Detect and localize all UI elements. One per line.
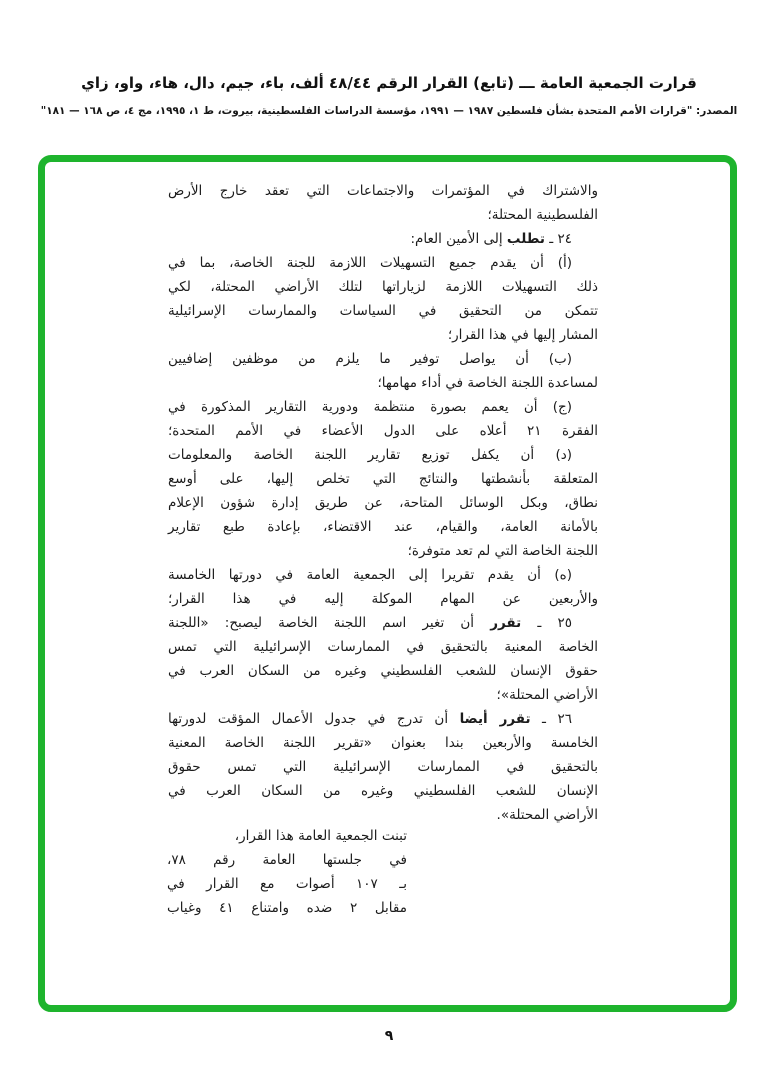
- body-line: [168, 227, 598, 251]
- body-line-text: أن تغير اسم اللجنة الخاصة ليصبح: «اللجنة: [168, 615, 491, 631]
- body-line-text: نطاق، وبكل الوسائل المتاحة، عن طريق إدارة شؤون الإعلام: [168, 495, 598, 511]
- body-line-text: (أ) أن يقدم جميع التسهيلات اللازمة للجنة الخاصة، بما في: [168, 255, 572, 271]
- body-line-text: الخامسة والأربعين بندا بعنوان «تقرير اللجنة الخاصة المعنية: [168, 735, 598, 751]
- body-line: [168, 251, 598, 275]
- body-line: [168, 539, 598, 563]
- document-header-title: قرارت الجمعية العامة ـــ (تابع) القرار الرقم ٤٨/٤٤ ألف، باء، جيم، دال، هاء، واو، زاي: [81, 74, 697, 92]
- body-line-text: المتعلقة بأنشطتها والنتائج التي تخلص إليها، على أوسع: [168, 471, 598, 487]
- body-line-text: والاشتراك في المؤتمرات والاجتماعات التي تعقد خارج الأرض: [168, 183, 598, 199]
- body-line: [168, 611, 598, 635]
- body-line-text: ٢٦ ـ: [530, 711, 572, 727]
- body-line-text: لمساعدة اللجنة الخاصة في أداء مهامها؛: [377, 375, 598, 391]
- body-line: [168, 659, 598, 683]
- body-line: [168, 683, 598, 707]
- body-line: [168, 635, 598, 659]
- body-line: [168, 395, 598, 419]
- body-line: [168, 299, 598, 323]
- body-line-text: حقوق الإنسان للشعب الفلسطيني وغيره من السكان العرب في: [168, 663, 598, 679]
- body-text: [168, 179, 598, 827]
- body-line-text: ذلك التسهيلات اللازمة لزياراتها لتلك الأراضي المحتلة، لكي: [168, 279, 598, 295]
- body-line-text: الفلسطينية المحتلة؛: [487, 207, 598, 223]
- body-line: [168, 587, 598, 611]
- adoption-note: [167, 824, 407, 920]
- body-line-text: المشار إليها في هذا القرار؛: [447, 327, 598, 343]
- bold-operative-word: تقرر: [490, 615, 522, 631]
- body-line-text: (د) أن يكفل توزيع تقارير اللجنة الخاصة والمعلومات: [168, 447, 572, 463]
- body-line: [168, 707, 598, 731]
- body-line-text: الخاصة المعنية بالتحقيق في الممارسات الإسرائيلية التي تمس: [168, 639, 598, 655]
- body-line-text: أن تدرج في جدول الأعمال المؤقت لدورتها: [168, 711, 460, 727]
- body-line-text: ٢٥ ـ: [521, 615, 572, 631]
- body-line-text: بالتحقيق في الممارسات الإسرائيلية التي تمس حقوق: [168, 759, 598, 775]
- body-line-text: إلى الأمين العام:: [410, 231, 507, 247]
- bold-operative-word: تطلب: [506, 231, 545, 247]
- body-line: [168, 467, 598, 491]
- body-line: [168, 179, 598, 203]
- body-line-text: الأراضي المحتلة».: [496, 807, 598, 823]
- body-line-text: الفقرة ٢١ أعلاه على الدول الأعضاء في الأمم المتحدة؛: [168, 423, 598, 439]
- body-line-text: (ب) أن يواصل توفير ما يلزم من موظفين إضافيين: [168, 351, 572, 367]
- body-line: [168, 275, 598, 299]
- body-line: [168, 515, 598, 539]
- body-line-text: والأربعين عن المهام الموكلة إليه في هذا القرار؛: [168, 591, 598, 607]
- body-line: [168, 443, 598, 467]
- body-line-text: (ج) أن يعمم بصورة منتظمة ودورية التقارير المذكورة في: [168, 399, 572, 415]
- body-line: [168, 203, 598, 227]
- body-line: [168, 323, 598, 347]
- body-line-text: الأراضي المحتلة»؛: [496, 687, 598, 703]
- adoption-note-line: في جلستها العامة رقم ٧٨،: [167, 852, 407, 868]
- body-line-text: (ه) أن يقدم تقريرا إلى الجمعية العامة في دورتها الخامسة: [168, 567, 572, 583]
- body-line-text: اللجنة الخاصة التي لم تعد متوفرة؛: [407, 543, 598, 559]
- body-line: [168, 779, 598, 803]
- bold-operative-word: تقرر أيضا: [459, 711, 531, 727]
- body-line-text: تتمكن من التحقيق في السياسات والممارسات الإسرائيلية: [168, 303, 598, 319]
- body-line: [168, 371, 598, 395]
- body-line: [168, 755, 598, 779]
- adoption-note-line: بـ ١٠٧ أصوات مع القرار في: [167, 876, 407, 892]
- adoption-note-line: تبنت الجمعية العامة هذا القرار،: [234, 828, 407, 844]
- body-line: [168, 419, 598, 443]
- body-line: [168, 731, 598, 755]
- body-line: [168, 347, 598, 371]
- page-number: ٩: [384, 1028, 394, 1044]
- body-line-text: الإنسان للشعب الفلسطيني وغيره من السكان العرب في: [168, 783, 598, 799]
- body-line-text: ٢٤ ـ: [544, 231, 572, 247]
- document-source-line: المصدر: "قرارات الأمم المتحدة بشأن فلسطين ١٩٨٧ — ١٩٩١، مؤسسة الدراسات الفلسطينية، بيروت، ط ١، ١٩٩٥، مج ٤، ص ١٦٨ — ١٨١": [40, 105, 738, 117]
- body-line-text: بالأمانة العامة، والقيام، عند الاقتضاء، بإعادة طبع تقارير: [168, 519, 598, 535]
- adoption-note-line: مقابل ٢ ضده وامتناع ٤١ وغياب: [167, 900, 407, 916]
- body-line: [168, 563, 598, 587]
- body-line: [168, 491, 598, 515]
